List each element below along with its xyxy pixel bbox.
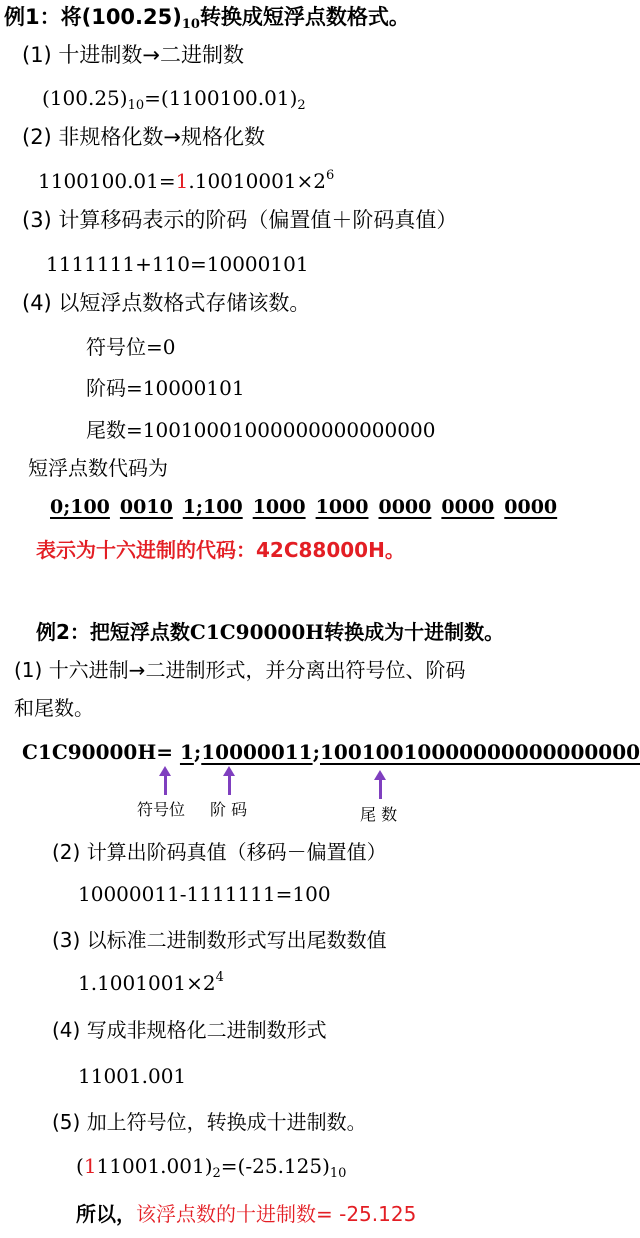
code-group: 1000 bbox=[252, 496, 306, 518]
ex2-step5-eq-c: =(-25.125) bbox=[220, 1154, 330, 1178]
code-group: 0000 bbox=[441, 496, 495, 518]
ex1-step4-title: (4) 以短浮点数格式存储该数。 bbox=[22, 291, 311, 315]
code-group: 0000 bbox=[378, 496, 432, 518]
ex1-exponent: 阶码=10000101 bbox=[86, 376, 245, 400]
ex2-step5-sign-bit: 1 bbox=[83, 1154, 97, 1178]
ex2-man-bits: 10010010000000000000000 bbox=[319, 740, 640, 764]
ex1-step1-eq-a-sub: 10 bbox=[127, 98, 145, 113]
ex1-code-groups bbox=[50, 496, 567, 518]
ex1-step3-equation: 1111111+110=10000101 bbox=[46, 252, 309, 276]
code-group: 1000 bbox=[315, 496, 369, 518]
code-group: 1;100 bbox=[182, 496, 243, 518]
ex2-step2-title: (2) 计算出阶码真值（移码－偏置值） bbox=[52, 840, 387, 864]
ex1-step2-equation bbox=[38, 168, 335, 193]
ex2-conclusion-prefix: 所以， bbox=[76, 1202, 136, 1226]
ex1-step2-eq-a: 1100100.01= bbox=[38, 169, 176, 193]
ex2-step5-eq-a: ( bbox=[76, 1154, 84, 1178]
ex1-step3-title: (3) 计算移码表示的阶码（偏置值＋阶码真值） bbox=[22, 208, 458, 232]
ex2-step5-eq-b-sub: 2 bbox=[212, 1166, 221, 1181]
ex2-step5-title: (5) 加上符号位，转换成十进制数。 bbox=[52, 1110, 367, 1134]
label-mantissa: 尾 数 bbox=[360, 805, 398, 824]
ex1-step2-hidden-bit: 1 bbox=[175, 169, 189, 193]
ex2-step3-eq-sup: 4 bbox=[215, 970, 224, 985]
ex2-exp-bits: 10000011 bbox=[201, 740, 313, 764]
code-group: 0000 bbox=[504, 496, 558, 518]
code-group: 0010 bbox=[119, 496, 173, 518]
ex2-conv-prefix: C1C90000H= bbox=[22, 740, 180, 764]
ex2-step4-title: (4) 写成非规格化二进制数形式 bbox=[52, 1018, 327, 1042]
ex2-conclusion bbox=[76, 1204, 416, 1224]
label-exponent: 阶 码 bbox=[210, 800, 248, 819]
ex1-sign-bit: 符号位=0 bbox=[86, 335, 176, 359]
ex2-sign-bit: 1 bbox=[179, 740, 194, 764]
ex1-step1-eq-a: (100.25) bbox=[42, 86, 128, 110]
example2-heading bbox=[36, 622, 504, 642]
ex1-step2-eq-sup: 6 bbox=[326, 168, 335, 183]
ex1-mantissa: 尾数=10010001000000000000000 bbox=[86, 418, 436, 442]
example2-heading-hex: C1C90000H bbox=[189, 620, 325, 644]
ex2-conclusion-result: 该浮点数的十进制数= -25.125 bbox=[136, 1202, 417, 1226]
ex2-step2-equation: 10000011-1111111=100 bbox=[78, 882, 331, 906]
ex2-step5-eq-c-sub: 10 bbox=[329, 1166, 347, 1181]
ex2-step1-title-line2: 和尾数。 bbox=[14, 696, 94, 720]
example1-heading-sub: 10 bbox=[181, 17, 200, 32]
ex1-hex-result: 表示为十六进制的代码：42C88000H。 bbox=[36, 538, 405, 562]
ex1-step1-eq-b-sub: 2 bbox=[297, 98, 306, 113]
ex2-step3-title: (3) 以标准二进制数形式写出尾数数值 bbox=[52, 928, 387, 952]
ex2-step5-equation bbox=[76, 1154, 347, 1181]
ex2-step3-equation bbox=[78, 970, 224, 995]
example1-heading-prefix: 例1：将(100.25) bbox=[4, 5, 182, 29]
ex1-code-label: 短浮点数代码为 bbox=[28, 456, 168, 480]
label-sign-bit: 符号位 bbox=[137, 800, 186, 819]
ex2-step4-equation: 11001.001 bbox=[78, 1064, 187, 1088]
ex1-step1-title: (1) 十进制数→二进制数 bbox=[22, 43, 245, 67]
ex2-binary-split: C1C90000H= 1;10000011;10010010000000000000000 bbox=[22, 740, 640, 764]
ex1-step1-equation bbox=[42, 86, 306, 113]
example1-heading bbox=[4, 5, 410, 32]
example2-heading-a: 例2：把短浮点数 bbox=[36, 620, 190, 644]
ex2-step3-eq: 1.1001001×2 bbox=[78, 971, 216, 995]
ex2-step5-eq-b: 11001.001) bbox=[96, 1154, 213, 1178]
ex1-step1-eq-b: =(1100100.01) bbox=[144, 86, 298, 110]
example1-heading-suffix: 转换成短浮点数格式。 bbox=[199, 5, 410, 29]
example2-heading-c: 转换成为十进制数。 bbox=[324, 620, 505, 644]
ex1-step2-title: (2) 非规格化数→规格化数 bbox=[22, 125, 266, 149]
code-group: 0;100 bbox=[50, 496, 110, 518]
ex2-step1-title-line1: (1) 十六进制→二进制形式，并分离出符号位、阶码 bbox=[14, 658, 466, 682]
ex1-step2-eq-b: .10010001×2 bbox=[188, 169, 327, 193]
